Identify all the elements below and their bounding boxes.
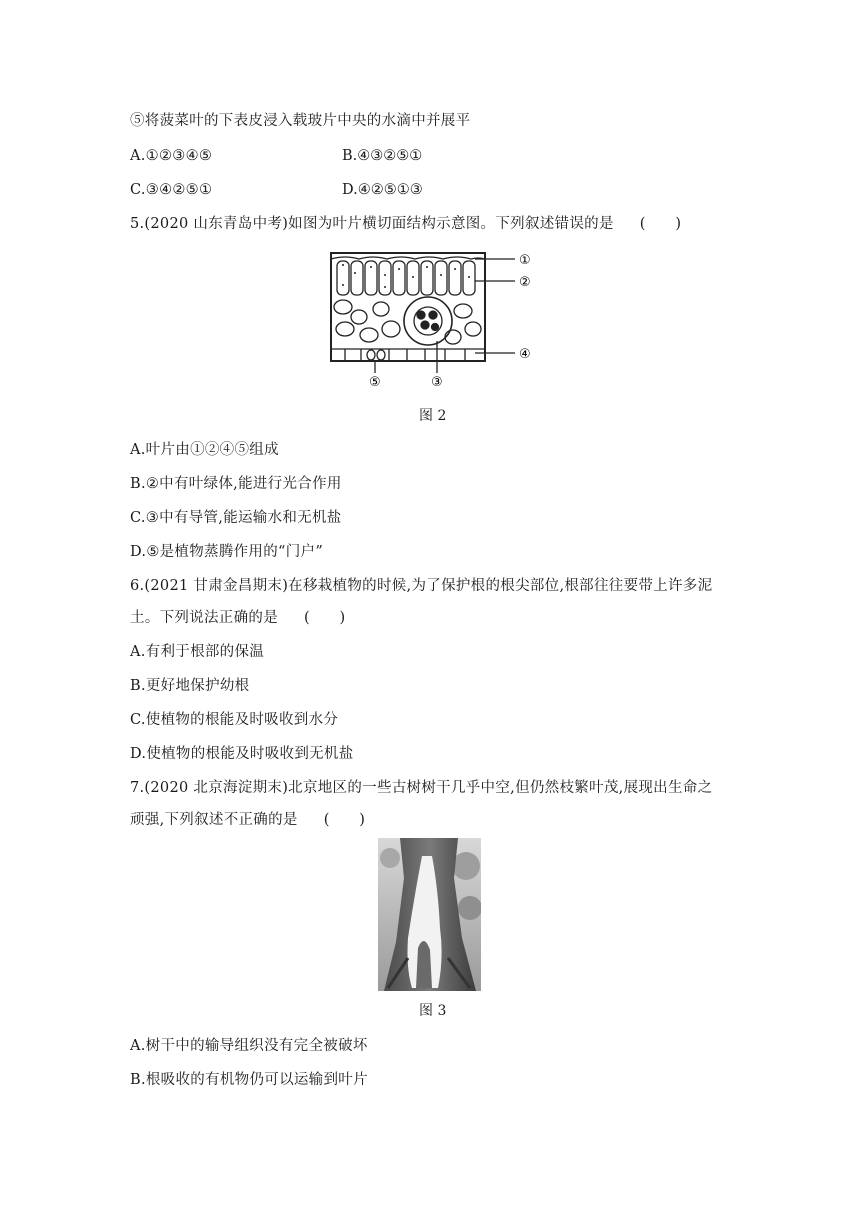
q5-option-c: C.③中有导管,能运输水和无机盐 bbox=[130, 510, 342, 526]
figure2-caption: 图 2 bbox=[419, 408, 447, 424]
q6-option-b: B.更好地保护幼根 bbox=[130, 678, 250, 694]
q7-stem-line1: 7.(2020 北京海淀期末)北京地区的一些古树树干几乎中空,但仍然枝繁叶茂,展现出生命之 bbox=[130, 780, 713, 796]
q5-option-a: A.叶片由①②④⑤组成 bbox=[130, 442, 279, 458]
leaf-cross-section-figure bbox=[325, 245, 540, 390]
fig2-label-1: ① bbox=[519, 253, 531, 268]
q6-option-d: D.使植物的根能及时吸收到无机盐 bbox=[130, 746, 354, 762]
q7-option-a: A.树干中的输导组织没有完全被破坏 bbox=[130, 1038, 368, 1054]
q6-option-a: A.有利于根部的保温 bbox=[130, 644, 265, 660]
q7-option-b: B.根吸收的有机物仍可以运输到叶片 bbox=[130, 1072, 368, 1088]
q4-step5: ⑤将菠菜叶的下表皮浸入载玻片中央的水滴中并展平 bbox=[130, 113, 471, 129]
q4-option-d: D.④②⑤①③ bbox=[342, 182, 423, 198]
q6-stem-line1: 6.(2021 甘肃金昌期末)在移栽植物的时候,为了保护根的根尖部位,根部往往要带上许多泥 bbox=[130, 578, 713, 594]
q6-answer-bracket: ( ) bbox=[304, 610, 346, 626]
q4-option-a: A.①②③④⑤ bbox=[130, 148, 213, 164]
q4-option-c: C.③④②⑤① bbox=[130, 182, 213, 198]
q5-answer-bracket: ( ) bbox=[639, 216, 682, 232]
q5-stem-text: 5.(2020 山东青岛中考)如图为叶片横切面结构示意图。下列叙述错误的是 bbox=[130, 216, 614, 232]
fig2-label-5: ⑤ bbox=[369, 375, 381, 390]
hollow-tree-photo bbox=[378, 838, 481, 991]
q5-option-b: B.②中有叶绿体,能进行光合作用 bbox=[130, 476, 342, 492]
q5-stem bbox=[130, 214, 681, 234]
q7-stem-text: 顽强,下列叙述不正确的是 bbox=[130, 812, 298, 828]
figure3-caption: 图 3 bbox=[419, 1003, 447, 1019]
q6-stem-line2 bbox=[130, 608, 346, 628]
q6-stem-text: 土。下列说法正确的是 bbox=[130, 610, 278, 626]
q4-option-b: B.④③②⑤① bbox=[342, 148, 423, 164]
q7-stem-line2 bbox=[130, 810, 365, 830]
q5-option-d: D.⑤是植物蒸腾作用的“门户” bbox=[130, 544, 324, 560]
fig2-label-2: ② bbox=[519, 275, 531, 290]
fig2-label-3: ③ bbox=[431, 375, 443, 390]
q7-answer-bracket: ( ) bbox=[323, 812, 366, 828]
fig2-label-4: ④ bbox=[519, 347, 531, 362]
q6-option-c: C.使植物的根能及时吸收到水分 bbox=[130, 712, 339, 728]
